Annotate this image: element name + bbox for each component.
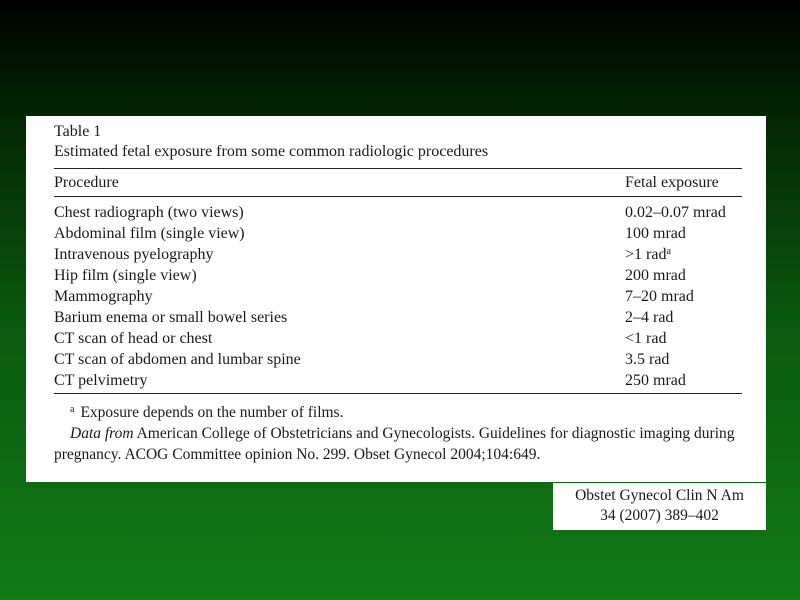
table-header-rule: [54, 196, 742, 197]
table-description: Estimated fetal exposure from some common radiologic procedures: [54, 143, 489, 160]
table-bottom-rule: [54, 393, 742, 394]
table-title: Table 1: [54, 123, 102, 140]
cell-procedure: Barium enema or small bowel series: [54, 309, 288, 326]
footnote: [54, 402, 754, 423]
cell-procedure: Mammography: [54, 288, 153, 305]
table-row: [54, 266, 742, 287]
header-procedure: Procedure: [54, 174, 119, 191]
exposure-value: 250 mrad: [625, 372, 686, 389]
table-panel: [26, 116, 766, 482]
cell-fetal-exposure: [625, 350, 669, 370]
cell-fetal-exposure: [625, 371, 686, 391]
table-caption: [54, 122, 488, 162]
footnote-reference: a: [666, 246, 671, 257]
exposure-value: 0.02–0.07 mrad: [625, 204, 726, 221]
cell-procedure: CT scan of abdomen and lumbar spine: [54, 351, 301, 368]
header-fetal-exposure: Fetal exposure: [625, 174, 719, 191]
table-row: [54, 203, 742, 224]
footnote-text: Exposure depends on the number of films.: [80, 404, 344, 421]
table-row: [54, 308, 742, 329]
source-note: [54, 423, 754, 465]
exposure-value: 7–20 mrad: [625, 288, 694, 305]
exposure-value: >1 rad: [625, 246, 667, 263]
cell-procedure: Abdominal film (single view): [54, 225, 245, 242]
exposure-value: 2–4 rad: [625, 309, 674, 326]
exposure-value: 3.5 rad: [625, 351, 670, 368]
cell-fetal-exposure: [625, 266, 686, 286]
cell-procedure: Hip film (single view): [54, 267, 197, 284]
table-row: [54, 371, 742, 392]
exposure-value: 100 mrad: [625, 225, 686, 242]
cell-fetal-exposure: [625, 203, 726, 223]
cell-fetal-exposure: [625, 245, 671, 265]
table-top-rule: [54, 168, 742, 169]
exposure-value: 200 mrad: [625, 267, 686, 284]
cell-fetal-exposure: [625, 224, 686, 244]
cell-fetal-exposure: [625, 308, 673, 328]
cell-fetal-exposure: [625, 287, 694, 307]
source-label: Data from: [70, 425, 134, 442]
table-row: [54, 245, 742, 266]
citation-journal: Obstet Gynecol Clin N Am: [575, 487, 744, 504]
citation-volume-pages: 34 (2007) 389–402: [600, 507, 719, 524]
exposure-value: <1 rad: [625, 330, 667, 347]
table-row: [54, 329, 742, 350]
cell-fetal-exposure: [625, 329, 666, 349]
source-text: American College of Obstetricians and Gynecologists. Guidelines for diagnostic imaging during pregnancy. ACOG Committee opinion No. 299. Obset Gynecol 2004;104:649.: [54, 425, 735, 463]
table-row: [54, 287, 742, 308]
table-notes: [54, 402, 754, 465]
footnote-marker: a: [70, 404, 75, 415]
citation-box: [553, 483, 766, 530]
cell-procedure: CT scan of head or chest: [54, 330, 213, 347]
table-row: [54, 224, 742, 245]
cell-procedure: Intravenous pyelography: [54, 246, 214, 263]
cell-procedure: Chest radiograph (two views): [54, 204, 244, 221]
table-body: [26, 203, 766, 392]
table-row: [54, 350, 742, 371]
cell-procedure: CT pelvimetry: [54, 372, 148, 389]
